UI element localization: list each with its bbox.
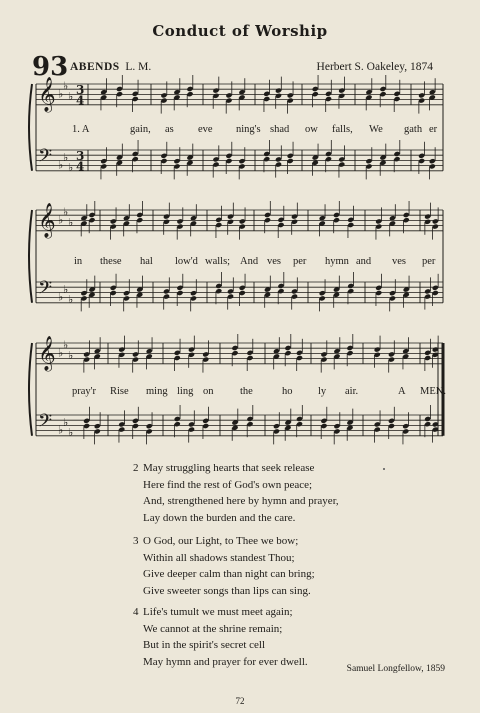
lyric-syllable: on [203,386,214,397]
stanza-text: Lay down the burden and the care. [143,511,296,524]
lyric-syllable: air. [345,386,359,397]
stanza-text: Life's tumult we must meet again; [143,606,293,618]
bass-clef-icon: 𝄢 [38,411,53,436]
stanza-line [133,533,315,550]
flat-icon: ♭ [68,90,74,103]
flat-icon: ♭ [58,423,64,437]
flat-icon: ♭ [63,415,69,429]
stanza [133,533,315,599]
lyric-syllable: ming [146,386,168,397]
treble-clef-icon: 𝄞 [38,77,56,112]
lyric-syllable: 1. A [72,124,90,135]
tune-name: ABENDS [70,61,120,73]
time-signature: 3 [76,83,85,97]
stanza-text: Give deeper calm than night can bring; [143,568,315,581]
ink-speck [383,468,385,470]
treble-clef-icon: 𝄞 [38,336,56,371]
flat-icon: ♭ [68,293,74,307]
stanza-text: Give sweeter songs than lips can sing. [143,584,311,597]
stanza [133,460,339,526]
stanza-line [133,604,308,621]
stanza-text: But in the spirit's secret cell [143,639,266,652]
lyric-syllable: ho [282,386,293,397]
lyric-syllable: Rise [110,386,129,397]
system-brace [29,84,32,171]
flat-icon: ♭ [68,216,74,229]
section-title: Conduct of Worship [152,22,328,40]
flat-icon: ♭ [63,79,69,93]
lyric-syllable: ves [392,256,406,267]
flat-icon: ♭ [63,338,69,352]
stanza-text: We cannot at the shrine remain; [143,622,283,635]
lyric-syllable: We [369,124,383,135]
lyric-syllable: ling [177,386,194,397]
stanza-number: 4 [133,606,139,618]
stanza [133,604,308,670]
stanza-text: May hymn and prayer for ever dwell. [143,655,308,668]
flat-icon: ♭ [63,282,69,296]
lyric-syllable: ow [305,124,318,135]
lyric-syllable: er [429,124,438,135]
flat-icon: ♭ [58,158,64,172]
stanza-line [133,493,339,510]
lyric-syllable: as [165,124,174,135]
flat-icon: ♭ [63,205,69,219]
lyric-syllable: the [240,386,253,397]
flat-icon: ♭ [58,346,64,360]
lyric-syllable: walls; [205,256,231,267]
lyric-syllable: A [398,386,406,397]
stanza-text: May struggling hearts that seek release [143,462,315,474]
lyric-syllable: falls, [332,124,353,135]
time-signature: 4 [76,159,85,174]
bass-clef-icon: 𝄢 [38,146,53,171]
stanza-number: 2 [133,462,139,474]
lyric-syllable: low'd [175,256,198,267]
stanza-line [133,637,308,654]
lyric-syllable: gath [404,124,423,135]
stanza-line [133,566,315,583]
lyric-syllable: hal [140,256,153,267]
flat-icon: ♭ [68,349,74,362]
stanza-line [133,621,308,638]
stanza-text: Within all shadows standest Thou; [143,551,295,564]
lyric-syllable: shad [270,124,290,135]
stanza-number: 3 [133,535,139,547]
lyric-syllable: gain, [130,124,151,135]
lyric-syllable: pray'r [72,386,97,397]
flat-icon: ♭ [63,150,69,164]
stanza-line [133,550,315,567]
lyric-syllable: ly [318,386,327,397]
stanza-line [133,460,339,477]
lyric-syllable: in [74,256,83,267]
bass-clef-icon: 𝄢 [38,278,53,303]
author-credit: Samuel Longfellow, 1859 [346,664,445,674]
stanza-text: Here find the rest of God's own peace; [143,478,313,491]
lyric-syllable: MEN. [420,386,446,397]
system-brace [29,210,32,303]
flat-icon: ♭ [58,87,64,101]
system-brace [29,343,32,436]
time-signature: 4 [76,93,85,108]
lyric-syllable: hymn [325,256,349,267]
lyric-syllable: and [356,256,372,267]
composer-credit: Herbert S. Oakeley, 1874 [316,61,433,73]
stanza-line [133,654,308,671]
treble-clef-icon: 𝄞 [38,203,56,238]
lyric-syllable: these [100,256,122,267]
flat-icon: ♭ [68,161,74,175]
meter: L. M. [125,61,152,73]
flat-icon: ♭ [58,213,64,227]
time-signature: 3 [76,149,85,163]
page-number: 72 [235,696,245,706]
lyric-syllable: eve [198,124,213,135]
stanza-line [133,583,315,600]
lyric-syllable: per [293,256,307,267]
flat-icon: ♭ [58,290,64,304]
stanza-text: And, strengthened here by hymn and prayer, [143,495,339,508]
flat-icon: ♭ [68,426,74,440]
hymn-number: 93 [32,52,69,82]
stanza-line [133,477,339,494]
stanza-text: O God, our Light, to Thee we bow; [143,535,299,547]
lyric-syllable: ning's [236,124,261,135]
lyric-syllable: per [422,256,436,267]
lyric-syllable: ves [267,256,281,267]
stanza-line [133,510,339,527]
lyric-syllable: And [240,256,259,267]
